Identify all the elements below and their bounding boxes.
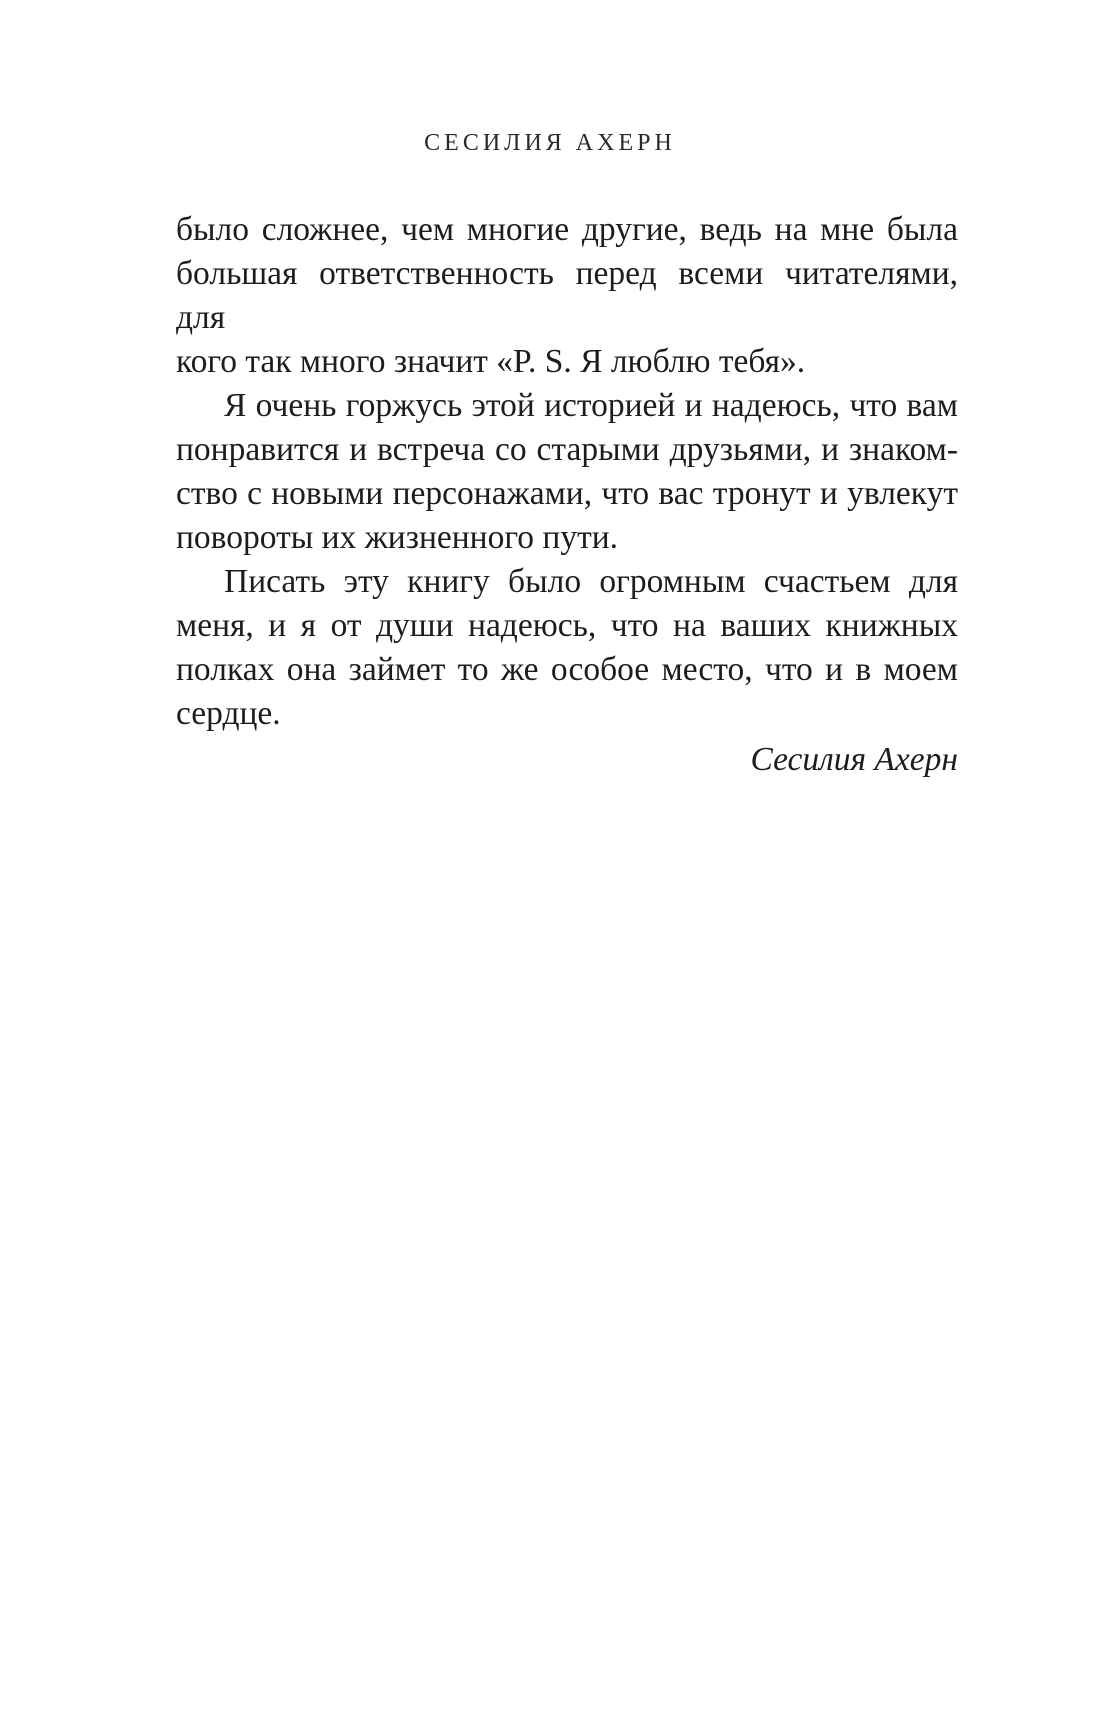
- text-line: Я очень горжусь этой историей и надеюсь, что вам: [224, 387, 958, 424]
- text-line: меня, и я от души надеюсь, что на ваших книжных: [176, 607, 958, 644]
- text-line: сердце.: [176, 695, 281, 732]
- text-line: большая ответственность перед всеми читателями, для: [176, 255, 958, 336]
- text-line: кого так много значит «P. S. Я люблю тебя».: [176, 343, 806, 380]
- text-line: ство с новыми персонажами, что вас тронут и увлекут: [176, 475, 958, 512]
- text-line: понравится и встреча со старыми друзьями, и знаком-: [176, 431, 958, 468]
- paragraph-3: [176, 560, 958, 736]
- paragraph-1: [176, 208, 958, 384]
- paragraph-2: [176, 384, 958, 560]
- text-line: полках она займет то же особое место, что и в моем: [176, 651, 958, 688]
- text-line: было сложнее, чем многие другие, ведь на мне была: [176, 211, 958, 248]
- running-head: СЕСИЛИЯ АХЕРН: [424, 130, 676, 156]
- text-line: повороты их жизненного пути.: [176, 519, 619, 556]
- author-signature: Сесилия Ахерн: [750, 741, 958, 778]
- text-line: Писать эту книгу было огромным счастьем для: [224, 563, 958, 600]
- text-block: [176, 208, 958, 782]
